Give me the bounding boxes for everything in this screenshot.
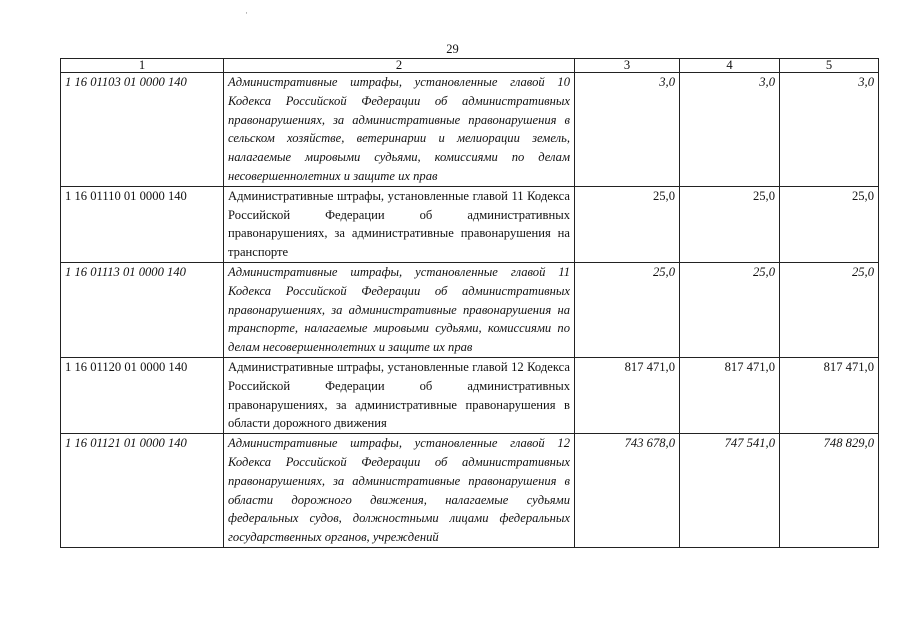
- budget-code-cell: 1 16 01103 01 0000 140: [61, 73, 224, 187]
- description-cell: Административные штрафы, установленные главой 11 Кодекса Российской Федерации об административных правонарушениях, за административные правонарушения на транспорте, налагаемые мировыми судьями, комиссиями по делам несовершеннолетних и защите их прав: [224, 262, 575, 357]
- value-col5-cell: 25,0: [780, 262, 879, 357]
- table-row: [61, 186, 879, 262]
- value-col5-cell: 25,0: [780, 186, 879, 262]
- description-cell: Административные штрафы, установленные главой 11 Кодекса Российской Федерации об административных правонарушениях, за административные правонарушения на транспорте: [224, 186, 575, 262]
- value-col3-cell: 25,0: [575, 186, 680, 262]
- column-header-2: 2: [224, 59, 575, 73]
- description-cell: Административные штрафы, установленные главой 10 Кодекса Российской Федерации об административных правонарушениях, за административные правонарушения в сельском хозяйстве, ветеринарии и мелиорации земель, налагаемые мировыми судьями, комиссиями по делам несовершеннолетних и защите их прав: [224, 73, 575, 187]
- table-row: [61, 434, 879, 548]
- value-col5-cell: 3,0: [780, 73, 879, 187]
- budget-code-cell: 1 16 01121 01 0000 140: [61, 434, 224, 548]
- table-body: [61, 73, 879, 548]
- table-row: [61, 262, 879, 357]
- page-number: 29: [446, 42, 459, 56]
- budget-code-cell: 1 16 01120 01 0000 140: [61, 357, 224, 433]
- description-cell: Административные штрафы, установленные главой 12 Кодекса Российской Федерации об административных правонарушениях, за административные правонарушения в области дорожного движения, налагаемые судьями федеральных судов, должностными лицами федеральных государственных органов, учреждений: [224, 434, 575, 548]
- budget-revenue-table: [60, 58, 879, 548]
- scan-artifact-dot: ·: [245, 8, 248, 18]
- table-row: [61, 73, 879, 187]
- value-col3-cell: 25,0: [575, 262, 680, 357]
- value-col4-cell: 747 541,0: [680, 434, 780, 548]
- column-header-1: 1: [61, 59, 224, 73]
- table-row: [61, 357, 879, 433]
- value-col3-cell: 3,0: [575, 73, 680, 187]
- table-header-row: [61, 59, 879, 73]
- value-col3-cell: 817 471,0: [575, 357, 680, 433]
- value-col3-cell: 743 678,0: [575, 434, 680, 548]
- budget-code-cell: 1 16 01110 01 0000 140: [61, 186, 224, 262]
- column-header-4: 4: [680, 59, 780, 73]
- column-header-5: 5: [780, 59, 879, 73]
- column-header-3: 3: [575, 59, 680, 73]
- value-col5-cell: 748 829,0: [780, 434, 879, 548]
- value-col4-cell: 25,0: [680, 186, 780, 262]
- description-cell: Административные штрафы, установленные главой 12 Кодекса Российской Федерации об административных правонарушениях, за административные правонарушения в области дорожного движения: [224, 357, 575, 433]
- value-col4-cell: 817 471,0: [680, 357, 780, 433]
- value-col4-cell: 3,0: [680, 73, 780, 187]
- value-col5-cell: 817 471,0: [780, 357, 879, 433]
- budget-code-cell: 1 16 01113 01 0000 140: [61, 262, 224, 357]
- value-col4-cell: 25,0: [680, 262, 780, 357]
